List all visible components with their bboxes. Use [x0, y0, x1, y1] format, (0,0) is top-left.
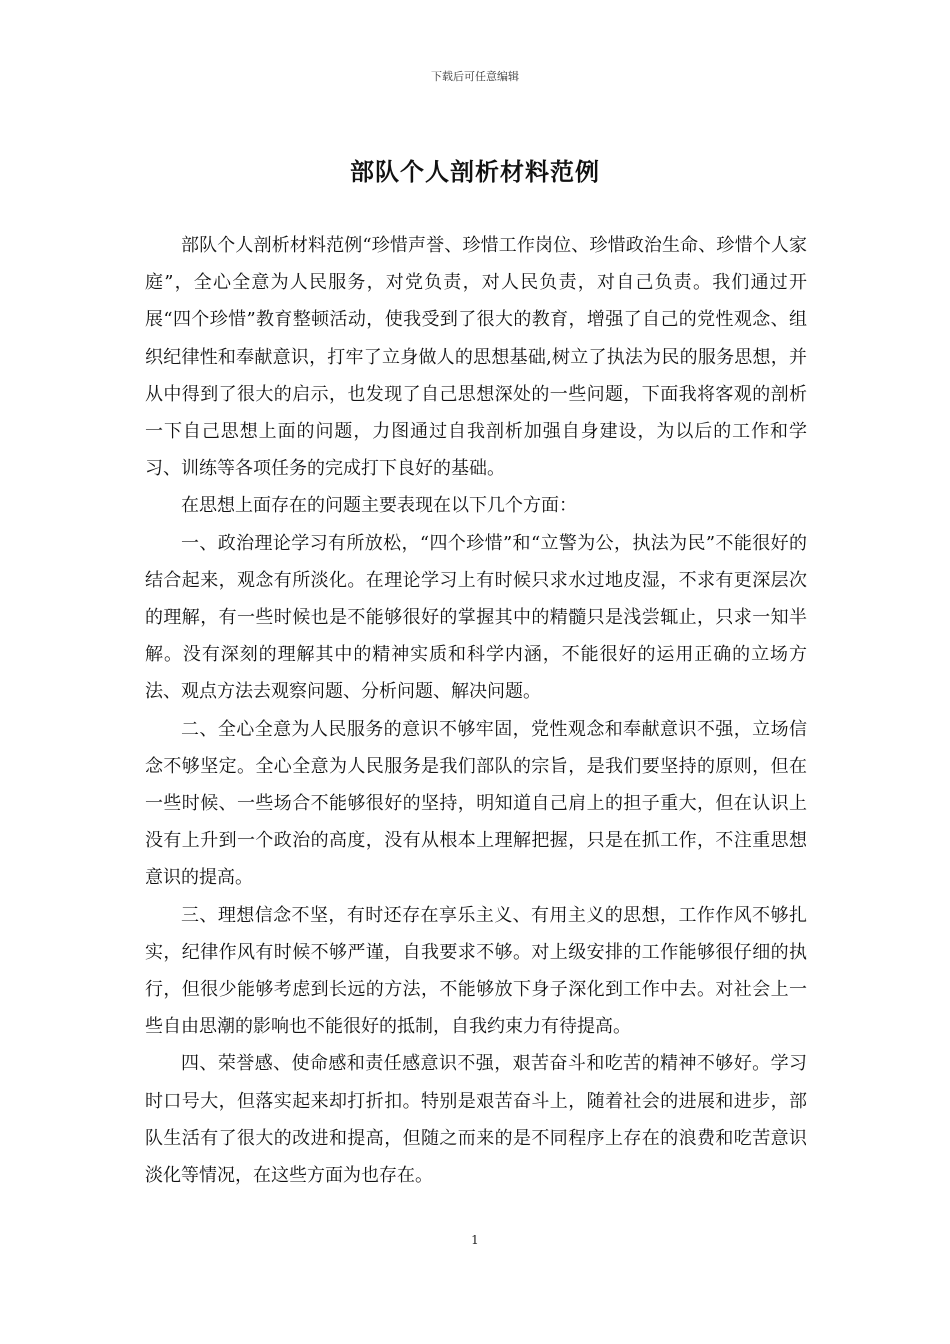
paragraph-intro: 部队个人剖析材料范例“珍惜声誉、珍惜工作岗位、珍惜政治生命、珍惜个人家庭”，全心全意为人民服务，对党负责，对人民负责，对自己负责。我们通过开展“四个珍惜”教育整顿活动，使我受到了很大的教育，增强了自己的党性观念、组织纪律性和奉献意识，打牢了立身做人的思想基础,树立了执法为民的服务思想，并从中得到了很大的启示，也发现了自己思想深处的一些问题，下面我将客观的剖析一下自己思想上面的问题，力图通过自我剖析加强自身建设，为以后的工作和学习、训练等各项任务的完成打下良好的基础。 [145, 235, 807, 480]
paragraph-summary: 在思想上面存在的问题主要表现在以下几个方面： [181, 495, 577, 517]
paragraph-point-1: 一、政治理论学习有所放松，“四个珍惜”和“立警为公，执法为民”不能很好的结合起来，观念有所淡化。在理论学习上有时候只求水过地皮湿，不求有更深层次的理解，有一些时候也是不能够很好的掌握其中的精髓只是浅尝辄止，只求一知半解。没有深刻的理解其中的精神实质和科学内涵，不能很好的运用正确的立场方法、观点方法去观察问题、分析问题、解决问题。 [145, 532, 807, 703]
paragraph-point-3: 三、理想信念不坚，有时还存在享乐主义、有用主义的思想，工作作风不够扎实，纪律作风有时候不够严谨，自我要求不够。对上级安排的工作能够很仔细的执行，但很少能够考虑到长远的方法，不能够放下身子深化到工作中去。对社会上一些自由思潮的影响也不能很好的抵制，自我约束力有待提高。 [145, 904, 807, 1038]
document-title: 部队个人剖析材料范例 [350, 157, 600, 186]
paragraph-point-2: 二、全心全意为人民服务的意识不够牢固，党性观念和奉献意识不强，立场信念不够坚定。全心全意为人民服务是我们部队的宗旨，是我们要坚持的原则，但在一些时候、一些场合不能够很好的坚持，明知道自己肩上的担子重大，但在认识上没有上升到一个政治的高度，没有从根本上理解把握，只是在抓工作，不注重思想意识的提高。 [145, 718, 807, 889]
paragraph-point-4: 四、荣誉感、使命感和责任感意识不强，艰苦奋斗和吃苦的精神不够好。学习时口号大，但落实起来却打折扣。特别是艰苦奋斗上，随着社会的进展和进步，部队生活有了很大的改进和提高，但随之而来的是不同程序上存在的浪费和吃苦意识淡化等情况，在这些方面为也存在。 [145, 1053, 807, 1187]
page-number: 1 [471, 1233, 479, 1247]
header-note: 下载后可任意编辑 [431, 70, 519, 83]
document-body [145, 227, 807, 1194]
